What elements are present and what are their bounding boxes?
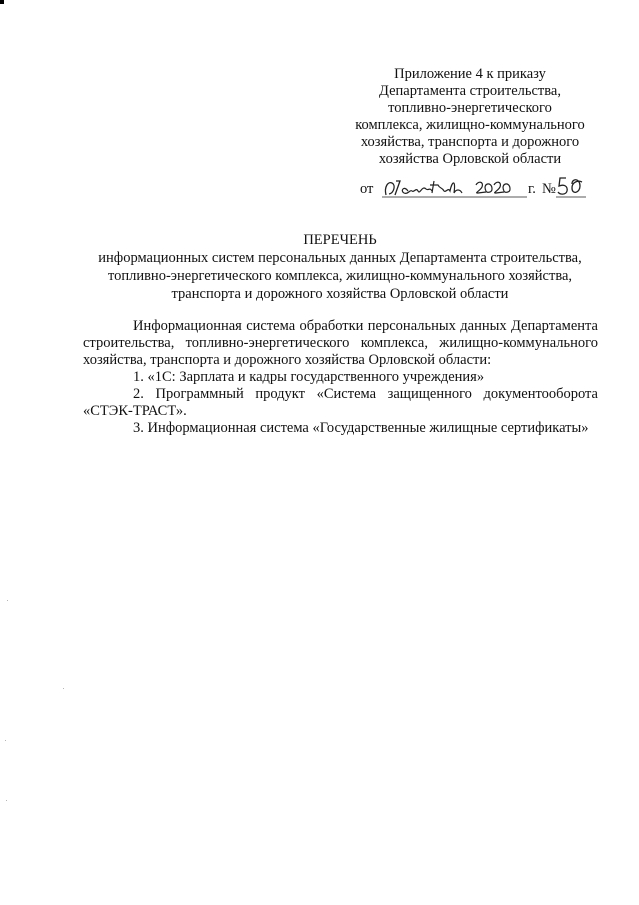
document-subtitle-line: транспорта и дорожного хозяйства Орловской области [171,286,509,302]
list-item: 1. «1С: Зарплата и кадры государственного учреждения» [133,369,485,385]
document-subtitle-line: информационных систем персональных данных Департамента строительства, [98,250,582,266]
appendix-line: топливно-энергетического [388,100,552,116]
appendix-line: Департамента строительства, [379,83,561,99]
list-item: 3. Информационная система «Государственные жилищные сертификаты» [133,420,589,436]
document-title-block [40,231,639,303]
document-title: ПЕРЕЧЕНЬ [303,232,377,248]
document-subtitle-line: топливно-энергетического комплекса, жилищно-коммунального хозяйства, [107,268,573,284]
order-from-label: от [360,181,374,197]
list-item: 2. Программный продукт «Система защищенного документооборота «СТЭК-ТРАСТ». [83,386,598,419]
order-year-suffix: г. [528,181,536,197]
appendix-header [345,66,595,168]
scan-speck [6,800,7,801]
appendix-line: комплекса, жилищно-коммунального [355,117,585,133]
document-body [83,318,598,437]
scan-speck [5,740,6,741]
appendix-line: хозяйства, транспорта и дорожного [360,134,580,150]
scan-speck [7,600,8,601]
intro-paragraph: Информационная система обработки персональных данных Департамента строительства, топливно-энергетического комплекса, жилищно-коммунального хозяйства, транспорта и дорожного хозяйства Орловской области: [83,318,598,368]
scan-speck [63,688,64,689]
handwritten-date-signature [382,175,527,201]
order-date-number-line [360,177,600,201]
scan-corner-mark [0,0,4,4]
appendix-line: хозяйства Орловской области [378,151,562,167]
handwritten-number-signature [556,174,588,200]
appendix-line: Приложение 4 к приказу [394,66,546,82]
order-number-label: № [542,181,556,197]
